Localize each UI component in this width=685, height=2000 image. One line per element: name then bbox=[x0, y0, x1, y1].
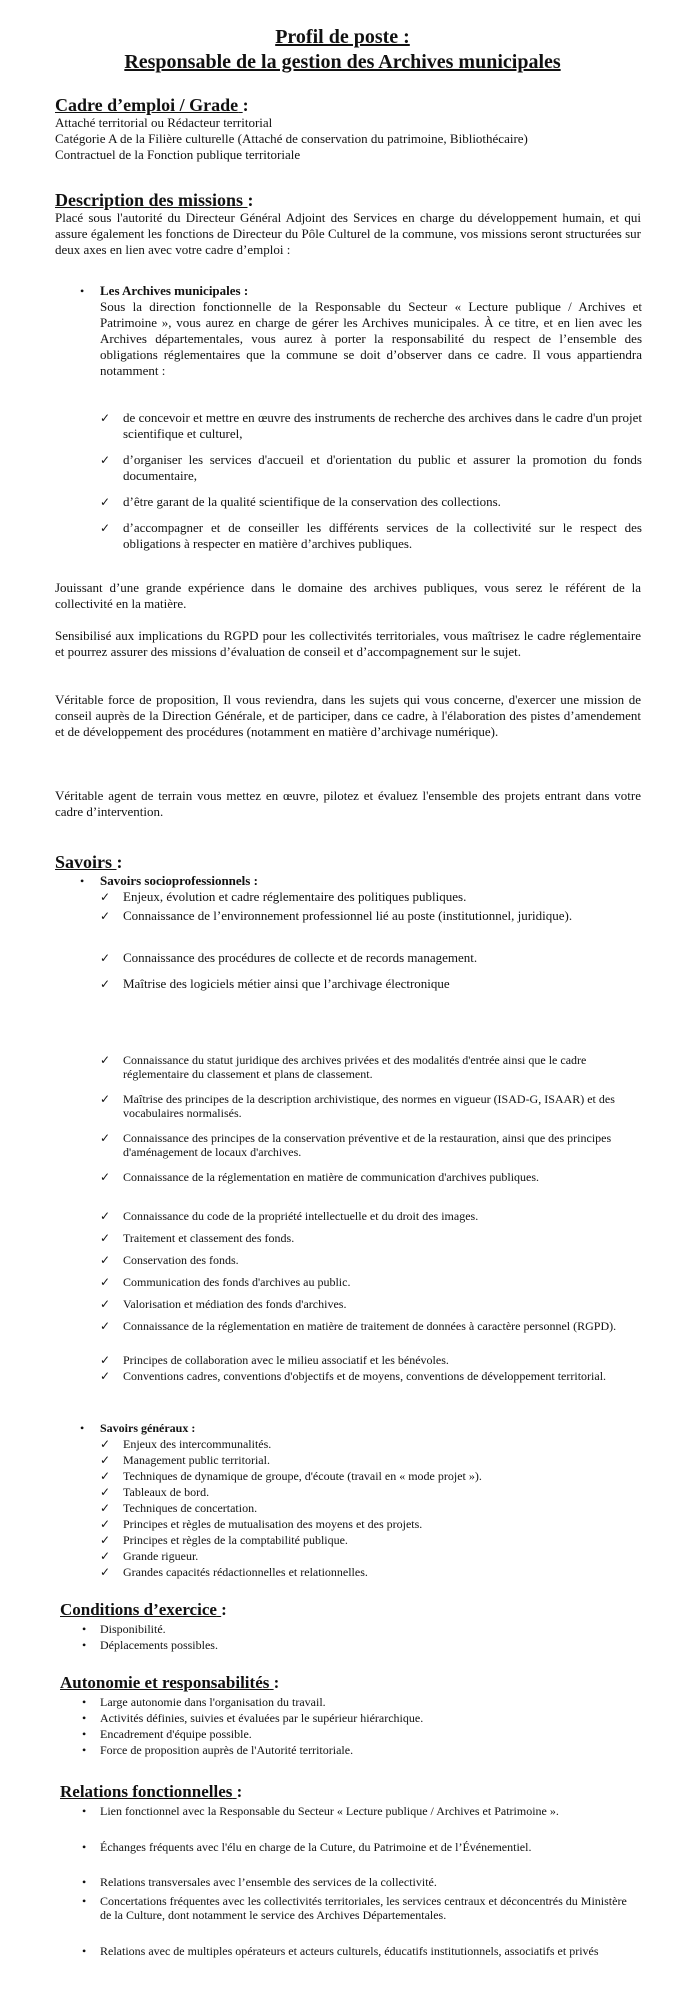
mission-check-item: d’accompagner et de conseiller les différents services de la collectivité sur le respect des obligations à respecter en matière d’archives publiques. bbox=[123, 520, 642, 551]
section-heading-missions bbox=[55, 190, 254, 210]
check-icon: ✓ bbox=[100, 1369, 111, 1383]
missions-paragraph: Sensibilisé aux implications du RGPD pour les collectivités territoriales, vous maîtrisez le cadre réglementaire et pourrez assurer des missions d’évaluation de conseil et d’accompagnement sur le sujet. bbox=[55, 628, 641, 659]
bullet-icon: • bbox=[82, 1804, 87, 1818]
section-heading-savoirs bbox=[55, 852, 123, 872]
socio-item: Connaissance du code de la propriété intellectuelle et du droit des images. bbox=[123, 1209, 479, 1223]
relations-item: Échanges fréquents avec l'élu en charge de la Cuture, du Patrimoine et de l’Événementiel. bbox=[100, 1840, 532, 1854]
socio-item: Connaissance de l’environnement professionnel lié au poste (institutionnel, juridique). bbox=[123, 908, 573, 923]
heading-text: Cadre d’emploi / Grade bbox=[55, 95, 239, 115]
autonomie-item: Force de proposition auprès de l'Autorité territoriale. bbox=[100, 1743, 354, 1757]
generaux-label: Savoirs généraux : bbox=[100, 1421, 196, 1435]
check-icon: ✓ bbox=[100, 890, 111, 904]
check-icon: ✓ bbox=[100, 521, 111, 535]
check-icon: ✓ bbox=[100, 1501, 111, 1515]
generaux-item: Tableaux de bord. bbox=[123, 1485, 210, 1499]
check-icon: ✓ bbox=[100, 1231, 111, 1245]
socio-item: Principes de collaboration avec le milieu associatif et les bénévoles. bbox=[123, 1353, 449, 1367]
heading-colon: : bbox=[221, 1600, 227, 1619]
conditions-item: Déplacements possibles. bbox=[100, 1638, 218, 1652]
check-icon: ✓ bbox=[100, 909, 111, 923]
conditions-item: Disponibilité. bbox=[100, 1622, 166, 1636]
check-icon: ✓ bbox=[100, 1209, 111, 1223]
check-icon: ✓ bbox=[100, 1437, 111, 1451]
check-icon: ✓ bbox=[100, 977, 111, 991]
generaux-item: Principes et règles de la comptabilité publique. bbox=[123, 1533, 348, 1547]
socio-item: Traitement et classement des fonds. bbox=[123, 1231, 295, 1245]
socio-item: Connaissance de la réglementation en matière de communication d'archives publiques. bbox=[123, 1170, 540, 1184]
archives-label: Les Archives municipales : bbox=[100, 283, 249, 298]
heading-colon: : bbox=[242, 95, 249, 115]
check-icon: ✓ bbox=[100, 1517, 111, 1531]
socio-label: Savoirs socioprofessionnels : bbox=[100, 873, 258, 888]
section-heading-autonomie bbox=[60, 1673, 279, 1693]
socio-item: Connaissance des procédures de collecte et de records management. bbox=[123, 950, 478, 965]
autonomie-item: Large autonomie dans l'organisation du travail. bbox=[100, 1695, 326, 1709]
generaux-item: Principes et règles de mutualisation des moyens et des projets. bbox=[123, 1517, 423, 1531]
check-icon: ✓ bbox=[100, 1533, 111, 1547]
bullet-icon: • bbox=[80, 1421, 85, 1435]
section-heading-cadre bbox=[55, 95, 249, 115]
missions-intro: Placé sous l'autorité du Directeur Général Adjoint des Services en charge du développement humain, et qui assure également les fonctions de Directeur du Pôle Culturel de la commune, vos missions seront structurées sur deux axes en lien avec votre cadre d’emploi : bbox=[55, 210, 641, 257]
cadre-line: Catégorie A de la Filière culturelle (Attaché de conservation du patrimoine, Bibliothécaire) bbox=[55, 131, 528, 146]
check-icon: ✓ bbox=[100, 1319, 111, 1333]
check-icon: ✓ bbox=[100, 1353, 111, 1367]
check-icon: ✓ bbox=[100, 1253, 111, 1267]
socio-item: Connaissance de la réglementation en matière de traitement de données à caractère personnel (RGPD). bbox=[123, 1319, 617, 1333]
bullet-icon: • bbox=[82, 1638, 87, 1652]
check-icon: ✓ bbox=[100, 1565, 111, 1579]
bullet-icon: • bbox=[82, 1711, 87, 1725]
heading-colon: : bbox=[247, 190, 254, 210]
check-icon: ✓ bbox=[100, 411, 111, 425]
relations-item: Relations avec de multiples opérateurs et acteurs culturels, éducatifs institutionnels, associatifs et privés bbox=[100, 1944, 599, 1958]
relations-item: Relations transversales avec l’ensemble des services de la collectivité. bbox=[100, 1875, 437, 1889]
socio-item: Connaissance du statut juridique des archives privées et des modalités d'entrée ainsi que le cadre réglementaire du classement et plans de classement. bbox=[123, 1053, 587, 1081]
bullet-icon: • bbox=[82, 1727, 87, 1741]
socio-item: Maîtrise des principes de la description archivistique, des normes en vigueur (ISAD-G, ISAAR) et des vocabulaires normalisés. bbox=[123, 1092, 615, 1120]
heading-colon: : bbox=[116, 852, 123, 872]
heading-text: Savoirs bbox=[55, 852, 113, 872]
check-icon: ✓ bbox=[100, 1170, 111, 1184]
relations-item: Lien fonctionnel avec la Responsable du Secteur « Lecture publique / Archives et Patrimoine ». bbox=[100, 1804, 559, 1818]
bullet-icon: • bbox=[80, 284, 85, 298]
heading-text: Autonomie et responsabilités bbox=[60, 1673, 270, 1692]
bullet-icon: • bbox=[82, 1743, 87, 1757]
check-icon: ✓ bbox=[100, 1053, 111, 1067]
bullet-icon: • bbox=[82, 1840, 87, 1854]
mission-check-item: d’être garant de la qualité scientifique de la conservation des collections. bbox=[123, 494, 501, 509]
socio-item: Valorisation et médiation des fonds d'archives. bbox=[123, 1297, 347, 1311]
check-icon: ✓ bbox=[100, 453, 111, 467]
document-title-line1: Profil de poste : bbox=[275, 26, 410, 48]
bullet-icon: • bbox=[82, 1622, 87, 1636]
cadre-line: Attaché territorial ou Rédacteur territorial bbox=[55, 115, 273, 130]
document-title-line2: Responsable de la gestion des Archives municipales bbox=[124, 51, 561, 73]
check-icon: ✓ bbox=[100, 1297, 111, 1311]
check-icon: ✓ bbox=[100, 1131, 111, 1145]
archives-text: Sous la direction fonctionnelle de la Responsable du Secteur « Lecture publique / Archives et Patrimoine », vous aurez en charge de gérer les Archives municipales. À ce titre, et en lien avec les Archives départementales, vous aurez à porter la responsabilité du respect de l’ensemble des obligations réglementaires que la commune se doit d’observer dans ce cadre. Il vous appartiendra notamment : bbox=[100, 299, 642, 378]
check-icon: ✓ bbox=[100, 1485, 111, 1499]
socio-item: Maîtrise des logiciels métier ainsi que l’archivage électronique bbox=[123, 976, 450, 991]
autonomie-item: Activités définies, suivies et évaluées par le supérieur hiérarchique. bbox=[100, 1711, 424, 1725]
autonomie-item: Encadrement d'équipe possible. bbox=[100, 1727, 252, 1741]
heading-colon: : bbox=[273, 1673, 280, 1692]
generaux-item: Techniques de dynamique de groupe, d'écoute (travail en « mode projet »). bbox=[123, 1469, 482, 1483]
mission-check-item: de concevoir et mettre en œuvre des instruments de recherche des archives dans le cadre d'un projet scientifique et culturel, bbox=[123, 410, 642, 441]
generaux-item: Grande rigueur. bbox=[123, 1549, 199, 1563]
heading-colon: : bbox=[236, 1782, 243, 1801]
check-icon: ✓ bbox=[100, 1549, 111, 1563]
check-icon: ✓ bbox=[100, 1453, 111, 1467]
heading-text: Conditions d’exercice bbox=[60, 1600, 217, 1619]
cadre-line: Contractuel de la Fonction publique territoriale bbox=[55, 147, 301, 162]
generaux-item: Techniques de concertation. bbox=[123, 1501, 258, 1515]
missions-paragraph: Jouissant d’une grande expérience dans le domaine des archives publiques, vous serez le référent de la collectivité en la matière. bbox=[55, 580, 641, 611]
bullet-icon: • bbox=[82, 1894, 87, 1908]
missions-paragraph: Véritable agent de terrain vous mettez en œuvre, pilotez et évaluez l'ensemble des projets entrant dans votre cadre d’intervention. bbox=[55, 788, 641, 819]
check-icon: ✓ bbox=[100, 495, 111, 509]
generaux-item: Enjeux des intercommunalités. bbox=[123, 1437, 272, 1451]
bullet-icon: • bbox=[82, 1944, 87, 1958]
heading-text: Relations fonctionnelles bbox=[60, 1782, 233, 1801]
bullet-icon: • bbox=[82, 1695, 87, 1709]
socio-item: Enjeux, évolution et cadre réglementaire des politiques publiques. bbox=[123, 889, 467, 904]
socio-item: Communication des fonds d'archives au public. bbox=[123, 1275, 351, 1289]
generaux-item: Management public territorial. bbox=[123, 1453, 270, 1467]
missions-paragraph: Véritable force de proposition, Il vous reviendra, dans les sujets qui vous concerne, d'exercer une mission de conseil auprès de la Direction Générale, et de participer, dans ce cadre, à l'élaboration des pistes d’amendement et de développement des procédures (notamment en matière d’archivage numérique). bbox=[55, 692, 641, 739]
bullet-icon: • bbox=[80, 874, 85, 888]
relations-item: Concertations fréquentes avec les collectivités territoriales, les services centraux et déconcentrés du Ministère de la Culture, dont notamment le service des Archives Départementales. bbox=[100, 1894, 627, 1922]
section-heading-conditions bbox=[60, 1600, 227, 1620]
check-icon: ✓ bbox=[100, 1275, 111, 1289]
generaux-item: Grandes capacités rédactionnelles et relationnelles. bbox=[123, 1565, 368, 1579]
check-icon: ✓ bbox=[100, 951, 111, 965]
socio-item: Conventions cadres, conventions d'objectifs et de moyens, conventions de développement territorial. bbox=[123, 1369, 607, 1383]
socio-item: Connaissance des principes de la conservation préventive et de la restauration, ainsi que des principes d'aménagement de locaux d'archives. bbox=[123, 1131, 612, 1159]
check-icon: ✓ bbox=[100, 1469, 111, 1483]
mission-check-item: d’organiser les services d'accueil et d'orientation du public et assurer la promotion du fonds documentaire, bbox=[123, 452, 642, 483]
heading-text: Description des missions bbox=[55, 190, 244, 210]
socio-item: Conservation des fonds. bbox=[123, 1253, 239, 1267]
check-icon: ✓ bbox=[100, 1092, 111, 1106]
bullet-icon: • bbox=[82, 1875, 87, 1889]
section-heading-relations bbox=[60, 1782, 242, 1802]
